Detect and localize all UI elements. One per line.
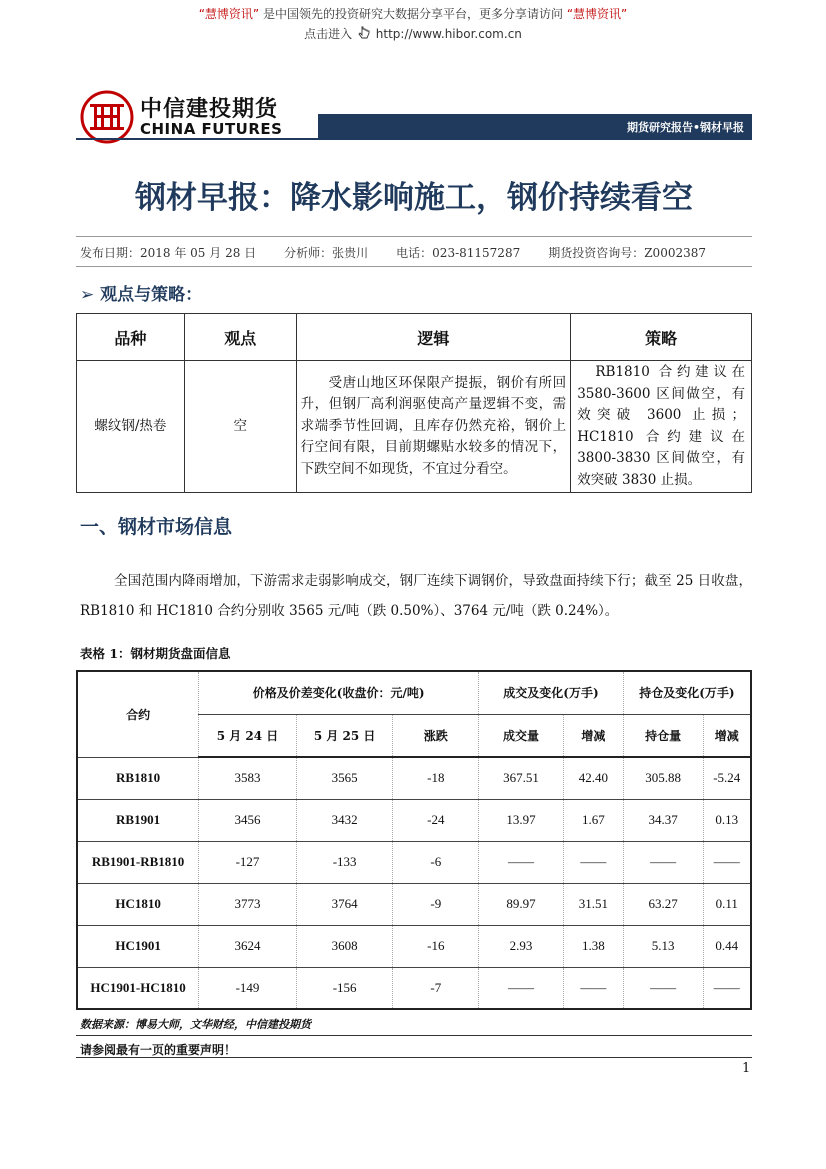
value-cell: 305.88 bbox=[623, 757, 703, 799]
section-heading-market: 一、钢材市场信息 bbox=[80, 516, 233, 538]
logo-chinese: 中信建投期货 bbox=[140, 97, 279, 122]
value-cell: —— bbox=[703, 841, 751, 883]
strategy-cell: RB1810 合约建议在 3580-3600 区间做空，有效突破 3600 止损；HC1810 合约建议在 3800-3830 区间做空，有效突破 3830 止损。 bbox=[571, 361, 752, 493]
value-cell: 3608 bbox=[296, 925, 393, 967]
header-volume: 成交量 bbox=[479, 714, 564, 757]
top-banner bbox=[0, 4, 826, 44]
brand-name-2: “慧博资讯” bbox=[566, 7, 628, 21]
footer-divider-2 bbox=[76, 1057, 752, 1058]
value-cell: 31.51 bbox=[563, 883, 623, 925]
variety-cell: 螺纹钢/热卷 bbox=[77, 361, 185, 493]
logo-english: CHINA FUTURES bbox=[140, 120, 283, 138]
citic-logo-icon bbox=[80, 90, 134, 144]
value-cell: 0.13 bbox=[703, 799, 751, 841]
header-strategy: 策略 bbox=[571, 314, 752, 361]
value-cell: —— bbox=[563, 967, 623, 1009]
value-cell: -6 bbox=[393, 841, 479, 883]
contract-cell: HC1810 bbox=[77, 883, 199, 925]
table-row bbox=[77, 841, 751, 883]
brand-name: “慧博资讯” bbox=[198, 7, 260, 21]
value-cell: -127 bbox=[199, 841, 297, 883]
header-volume-change: 增减 bbox=[563, 714, 623, 757]
header-logic: 逻辑 bbox=[296, 314, 571, 361]
value-cell: 34.37 bbox=[623, 799, 703, 841]
market-summary-paragraph: 全国范围内降雨增加，下游需求走弱影响成交，钢厂连续下调钢价，导致盘面持续下行；截至 25 日收盘，RB1810 和 HC1810 合约分别收 3565 元/吨（跌 0.50%）、3764 元/吨（跌 0.24%）。 bbox=[80, 573, 752, 619]
value-cell: 367.51 bbox=[479, 757, 564, 799]
page-number: 1 bbox=[742, 1061, 751, 1076]
header-oi-group: 持仓及变化(万手) bbox=[623, 671, 751, 714]
value-cell: 0.11 bbox=[703, 883, 751, 925]
value-cell: —— bbox=[623, 967, 703, 1009]
table-row bbox=[77, 967, 751, 1009]
header-open-interest: 持仓量 bbox=[623, 714, 703, 757]
value-cell: 42.40 bbox=[563, 757, 623, 799]
value-cell: -7 bbox=[393, 967, 479, 1009]
header-variety: 品种 bbox=[77, 314, 185, 361]
value-cell: 1.67 bbox=[563, 799, 623, 841]
table-row bbox=[77, 925, 751, 967]
value-cell: 63.27 bbox=[623, 883, 703, 925]
value-cell: 1.38 bbox=[563, 925, 623, 967]
table-row bbox=[77, 799, 751, 841]
view-cell: 空 bbox=[184, 361, 296, 493]
logic-cell: 受唐山地区环保限产提振，钢价有所回升，但钢厂高利润驱使高产量逻辑不变，需求端季节性回调，且库存仍然充裕，钢价上行空间有限，目前期螺贴水较多的情况下，下跌空间不如现货，不宜过分看空。 bbox=[296, 361, 571, 493]
value-cell: 3583 bbox=[199, 757, 297, 799]
pointer-cursor-icon bbox=[358, 26, 370, 40]
value-cell: 89.97 bbox=[479, 883, 564, 925]
header-volume-group: 成交及变化(万手) bbox=[479, 671, 624, 714]
value-cell: -18 bbox=[393, 757, 479, 799]
table-row bbox=[77, 757, 751, 799]
value-cell: 3456 bbox=[199, 799, 297, 841]
header-view: 观点 bbox=[184, 314, 296, 361]
value-cell: -149 bbox=[199, 967, 297, 1009]
value-cell: 3432 bbox=[296, 799, 393, 841]
value-cell: —— bbox=[623, 841, 703, 883]
header-contract: 合约 bbox=[77, 671, 199, 757]
value-cell: —— bbox=[479, 841, 564, 883]
value-cell: —— bbox=[479, 967, 564, 1009]
report-type-bar: 期货研究报告•钢材早报 bbox=[318, 114, 752, 138]
strategy-table bbox=[76, 313, 752, 493]
value-cell: —— bbox=[563, 841, 623, 883]
publish-date: 发布日期：2018 年 05 月 28 日 bbox=[80, 246, 257, 260]
report-meta bbox=[80, 244, 752, 261]
value-cell: 2.93 bbox=[479, 925, 564, 967]
license-number: 期货投资咨询号：Z0002387 bbox=[548, 246, 707, 260]
banner-link-prefix: 点击进入 bbox=[304, 27, 353, 41]
meta-bottom-divider bbox=[76, 266, 752, 267]
header-oi-change: 增减 bbox=[703, 714, 751, 757]
table-caption: 表格 1：钢材期货盘面信息 bbox=[80, 646, 231, 661]
header-divider bbox=[76, 138, 752, 140]
footer-divider bbox=[76, 1035, 752, 1036]
header-change: 涨跌 bbox=[393, 714, 479, 757]
value-cell: -9 bbox=[393, 883, 479, 925]
banner-text: 是中国领先的投资研究大数据分享平台，更多分享请访问 bbox=[262, 7, 563, 21]
contract-cell: RB1901-RB1810 bbox=[77, 841, 199, 883]
section-heading-views: ➢ 观点与策略： bbox=[80, 285, 203, 305]
value-cell: -5.24 bbox=[703, 757, 751, 799]
value-cell: 5.13 bbox=[623, 925, 703, 967]
value-cell: 0.44 bbox=[703, 925, 751, 967]
market-table bbox=[76, 670, 752, 1010]
data-source: 数据来源：博易大师，文华财经，中信建投期货 bbox=[80, 1018, 311, 1031]
meta-top-divider bbox=[76, 236, 752, 237]
value-cell: 13.97 bbox=[479, 799, 564, 841]
value-cell: 3624 bbox=[199, 925, 297, 967]
value-cell: -156 bbox=[296, 967, 393, 1009]
value-cell: -133 bbox=[296, 841, 393, 883]
value-cell: —— bbox=[703, 967, 751, 1009]
contract-cell: RB1810 bbox=[77, 757, 199, 799]
header-may25: 5 月 25 日 bbox=[296, 714, 393, 757]
contract-cell: HC1901-HC1810 bbox=[77, 967, 199, 1009]
value-cell: -24 bbox=[393, 799, 479, 841]
contract-cell: HC1901 bbox=[77, 925, 199, 967]
value-cell: 3764 bbox=[296, 883, 393, 925]
hibor-link[interactable]: http://www.hibor.com.cn bbox=[375, 27, 522, 41]
table-row bbox=[77, 883, 751, 925]
page-title: 钢材早报：降水影响施工，钢价持续看空 bbox=[135, 180, 693, 216]
value-cell: -16 bbox=[393, 925, 479, 967]
analyst: 分析师：张贵川 bbox=[284, 246, 369, 260]
disclaimer-notice: 请参阅最有一页的重要声明！ bbox=[80, 1043, 237, 1057]
value-cell: 3773 bbox=[199, 883, 297, 925]
header-price-group: 价格及价差变化(收盘价：元/吨) bbox=[199, 671, 479, 714]
header-may24: 5 月 24 日 bbox=[199, 714, 297, 757]
contract-cell: RB1901 bbox=[77, 799, 199, 841]
value-cell: 3565 bbox=[296, 757, 393, 799]
phone: 电话：023-81157287 bbox=[396, 246, 521, 260]
